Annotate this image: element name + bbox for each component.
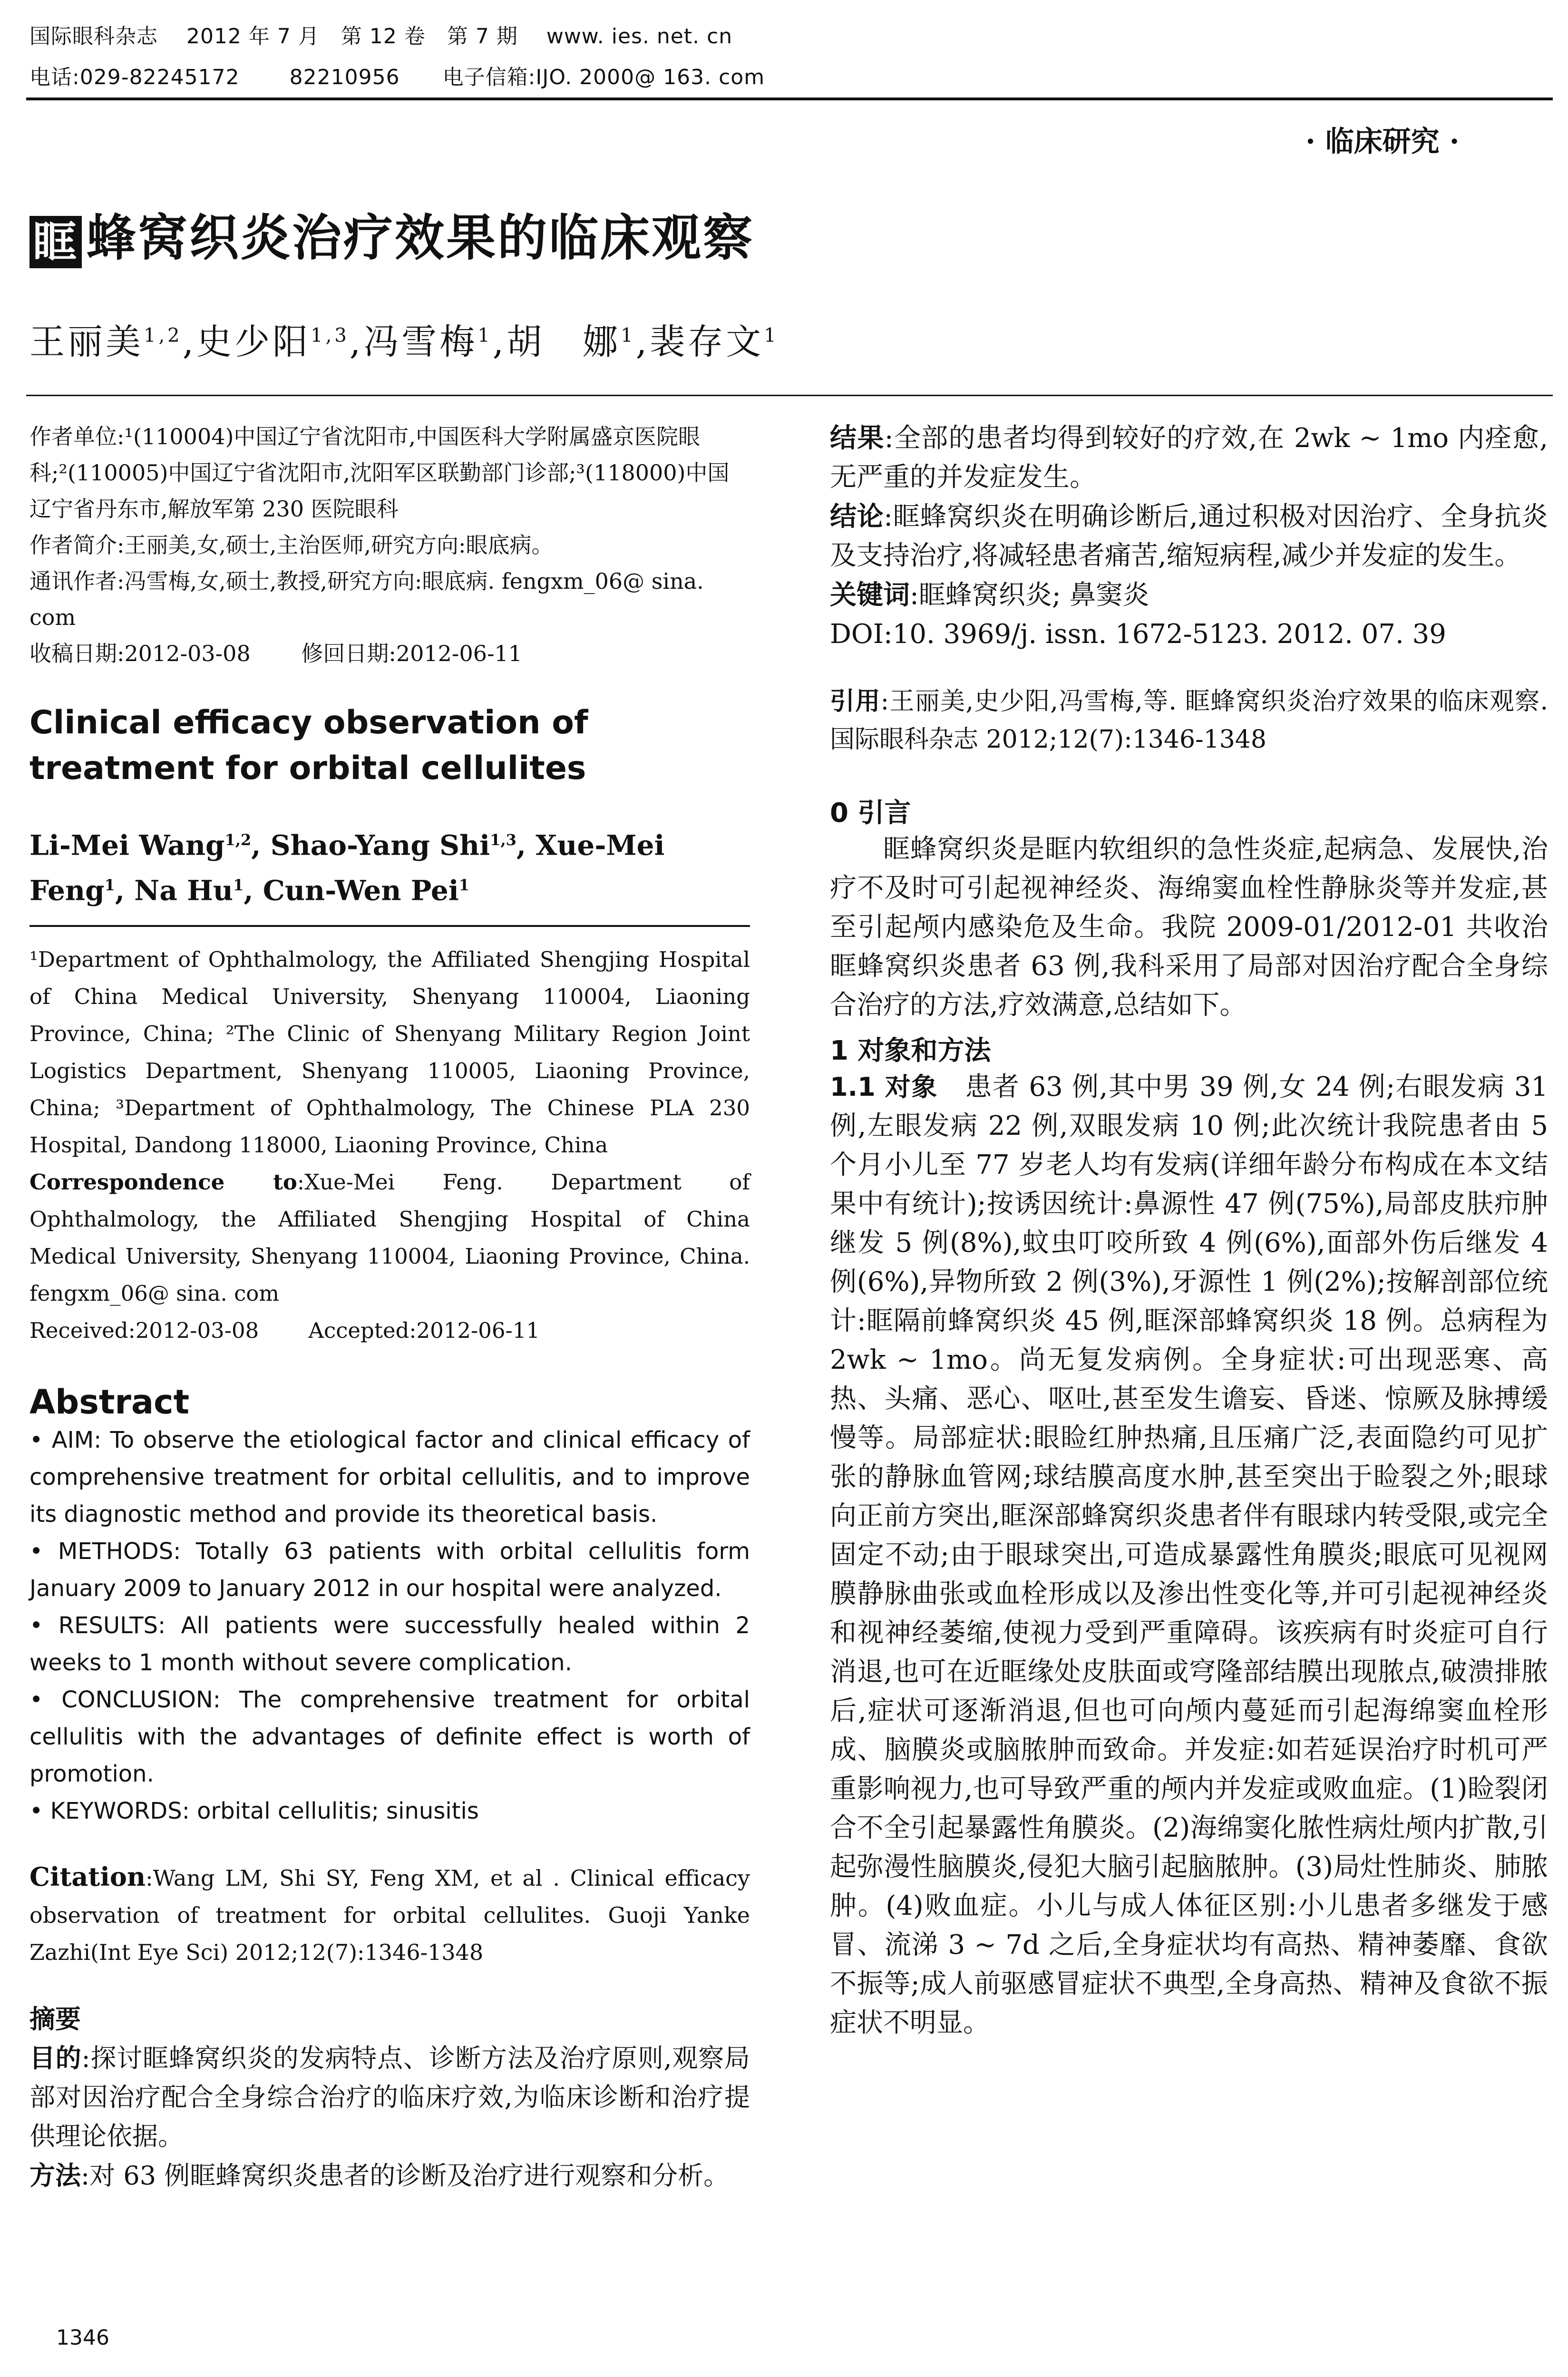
author-cn: 裴存文 [650, 321, 764, 362]
author-intro: 作者简介:王丽美,女,硕士,主治医师,研究方向:眼底病。 [29, 532, 554, 558]
author-en: Na Hu [134, 874, 234, 907]
section-1-1-text: 患者 63 例,其中男 39 例,女 24 例;右眼发病 31 例,左眼发病 22 例,双眼发病 10 例;此次统计我院患者由 5 个月小儿至 77 岁老人均有发病(详细年龄分布构成在本文结果中有统计);按诱因统计:鼻源性 47 例(75%),局部皮肤疖肿继发 5 例(8%),蚊虫叮咬所致 4 例(6%),面部外伤后继发 4 例(6%),异物所致 2 例(3%),牙源性 1 例(2%);按解剖部位统计:眶隔前蜂窝织炎 45 例,眶深部蜂窝织炎 18 例。总病程为 2wk ~ 1mo。尚无复发病例。全身症状:可出现恶寒、高热、头痛、恶心、呕吐,甚至发生谵妄、昏迷、惊厥及脉搏缓慢等。局部症状:眼睑红肿热痛,且压痛广泛,表面隐约可见扩张的静脉血管网;球结膜高度水肿,甚至突出于睑裂之外;眼球向正前方突出,眶深部蜂窝织炎患者伴有眼球内转受限,或完全固定不动;由于眼球突出,可造成暴露性角膜炎;眼底可见视网膜静脉曲张或血栓形成以及渗出性变化等,并可引起视神经炎和视神经萎缩,使视力受到严重障碍。该疾病有时炎症可自行消退,也可在近眶缘处皮肤面或穹隆部结膜出现脓点,破溃排脓后,症状可逐渐消退,但也可向颅内蔓延而引起海绵窦血栓形成、脑膜炎或脑脓肿而致命。并发症:如若延误治疗时机可严重影响视力,也可导致严重的颅内并发症或败血症。(1)睑裂闭合不全引起暴露性角膜炎。(2)海绵窦化脓性病灶颅内扩散,引起弥漫性脑膜炎,侵犯大脑引起脑脓肿。(3)局灶性肺炎、肺脓肿。(4)败血症。小儿与成人体征区别:小儿患者多继发于感冒、流涕 3 ~ 7d 之后,全身症状均有高热、精神萎靡、食欲不振等;成人前驱感冒症状不典型,全身高热、精神及食欲不振症状不明显。 [830, 1072, 1549, 2038]
section-1-1-label: 1.1 对象 [830, 1072, 938, 1102]
title-rule [26, 395, 1553, 396]
author-sup: 1 [104, 876, 115, 895]
cn-aim-text: :探讨眶蜂窝织炎的发病特点、诊断方法及治疗原则,观察局部对因治疗配合全身综合治疗的临床疗效,为临床诊断和治疗提供理论依据。 [29, 2043, 750, 2151]
abstract-body [29, 1422, 750, 1830]
author-sup: 1 [621, 324, 636, 347]
abstract-heading: Abstract [29, 1382, 190, 1422]
right-column [830, 419, 1548, 2043]
cn-results [830, 419, 1548, 497]
author-cn: 史少阳 [196, 321, 311, 362]
english-authors: Li-Mei Wang$^{1,2}$, Shao-Yang Shi$^{1,3}$, Xue-Mei Feng$^1$, Na Hu$^1$, Cun-Wen Pei$^1$ [29, 829, 665, 907]
title-text: 蜂窝织炎治疗效果的临床观察 [87, 208, 755, 267]
cn-aim-label: 目的 [29, 2042, 82, 2073]
page-number: 1346 [56, 2326, 109, 2350]
cn-conclusion-text: :眶蜂窝织炎在明确诊断后,通过积极对因治疗、全身抗炎及支持治疗,将减轻患者痛苦,缩短病程,减少并发症的发生。 [830, 501, 1549, 571]
author-en: Shao-Yang Shi [270, 829, 490, 862]
doi: DOI:10. 3969/j. issn. 1672-5123. 2012. 07. 39 [830, 619, 1446, 650]
author-sup: 1 [233, 876, 244, 895]
cn-abstract-aim [29, 2038, 750, 2156]
citation-text: :Wang LM, Shi SY, Feng XM, et al . Clinical efficacy observation of treatment for orbital cellulites. Guoji Yanke Zazhi(Int Eye Sci) 2012;12(7):1346-1348 [29, 1865, 750, 1965]
author-sup: 1,2 [224, 831, 252, 849]
author-en: Cun-Wen Pei [263, 874, 459, 907]
author-cn: 胡 娜 [506, 321, 621, 362]
paragraph: 眶蜂窝织炎是眶内软组织的急性炎症,起病急、发展快,治疗不及时可引起视神经炎、海绵窦血栓性静脉炎等并发症,甚至引起颅内感染危及生命。我院 2009-01/2012-01 共收治眶蜂窝织炎患者 63 例,我科采用了局部对因治疗配合全身综合治疗的方法,疗效满意,总结如下。 [830, 834, 1548, 1021]
abstract-results: • RESULTS: All patients were successfully healed within 2 weeks to 1 month without severe complication. [29, 1612, 750, 1676]
journal-header-line2: 电话:029-82245172 82210956 电子信箱:IJO. 2000@ 163. com [29, 65, 765, 89]
dates-cn: 收稿日期:2012-03-08 修回日期:2012-06-11 [29, 641, 523, 666]
cn-keywords-text: :眶蜂窝织炎; 鼻窦炎 [910, 580, 1149, 611]
author-sup: 1,3 [311, 324, 350, 347]
author-sup: 1 [764, 324, 779, 347]
abstract-conclusion: • CONCLUSION: The comprehensive treatment for orbital cellulitis with the advantages of definite effect is worth of promotion. [29, 1686, 750, 1787]
cn-results-label: 结果 [830, 422, 885, 454]
author-sup: 1 [477, 324, 493, 347]
english-affiliation: ¹Department of Ophthalmology, the Affiliated Shengjing Hospital of China Medical University, Shenyang 110004, Liaoning Province, China; ²The Clinic of Shenyang Military Region Joint Logistics Department, Shenyang 110005, Liaoning Province, China; ³Department of Ophthalmology, The Chinese PLA 230 Hospital, Dandong 118000, Liaoning Province, China [29, 946, 750, 1158]
journal-header-line1: 国际眼科杂志 2012 年 7 月 第 12 卷 第 7 期 www. ies. net. cn [29, 24, 733, 49]
paragraph [830, 1068, 1548, 2043]
cn-keywords [830, 575, 1548, 615]
abstract-keywords: • KEYWORDS: orbital cellulitis; sinusitis [29, 1797, 479, 1824]
cn-methods-label: 方法 [29, 2160, 81, 2191]
section-0-body [830, 830, 1548, 1025]
author-cn: 王丽美 [29, 321, 144, 362]
author-sup: 1 [458, 876, 470, 895]
abstract-methods: • METHODS: Totally 63 patients with orbital cellulitis form January 2009 to January 2012 in our hospital were analyzed. [29, 1538, 750, 1602]
cn-citation-text: :王丽美,史少阳,冯雪梅,等. 眶蜂窝织炎治疗效果的临床观察. 国际眼科杂志 2012;12(7):1346-1348 [830, 687, 1548, 754]
cn-conclusion [830, 497, 1548, 575]
citation-label: Citation [29, 1861, 146, 1892]
correspondence-label: Correspondence to [29, 1169, 297, 1195]
cn-citation-label: 引用 [830, 687, 881, 716]
authors-rule [29, 925, 750, 927]
english-title: Clinical efficacy observation of treatment for orbital cellulites [29, 704, 588, 787]
section-1-heading: 1 对象和方法 [830, 1035, 991, 1066]
author-en: Xue-Mei Feng [29, 829, 665, 907]
authors-cn: 王丽美$^{1,2}$,史少阳$^{1,3}$,冯雪梅$^1$,胡 娜$^1$,裴存文$^1$ [29, 321, 779, 362]
author-cn: 冯雪梅 [363, 321, 478, 362]
cn-abstract-body [29, 2038, 750, 2195]
author-sup: 1,2 [144, 324, 183, 347]
author-en: Li-Mei Wang [29, 829, 225, 862]
cn-methods-text: :对 63 例眶蜂窝织炎患者的诊断及治疗进行观察和分析。 [81, 2160, 730, 2191]
cn-keywords-label: 关键词 [830, 579, 910, 611]
cn-abstract-heading: 摘要 [29, 2003, 81, 2034]
section-1-1-body [830, 1068, 1548, 2043]
section-label: · 临床研究 · [1305, 125, 1460, 158]
header-rule [26, 97, 1553, 100]
cn-citation [830, 682, 1548, 759]
corresponding-author: 通讯作者:冯雪梅,女,硕士,教授,研究方向:眼底病. fengxm_06@ sina. com [29, 568, 704, 630]
abstract-aim: • AIM: To observe the etiological factor and clinical efficacy of comprehensive treatment for orbital cellulitis, and to improve its diagnostic method and provide its theoretical basis. [29, 1426, 750, 1528]
cn-abstract-methods [29, 2156, 750, 2195]
author-sup: 1,3 [490, 831, 516, 849]
received-accepted: Received:2012-03-08 Accepted:2012-06-11 [29, 1317, 540, 1343]
citation [29, 1858, 750, 1971]
article-title [29, 209, 754, 268]
correspondence-text: :Xue-Mei Feng. Department of Ophthalmology, the Affiliated Shengjing Hospital of China Medical University, Shenyang 110004, Liaoning Province, China. fengxm_06@ sina. com [29, 1169, 750, 1306]
author-units: 作者单位:¹(110004)中国辽宁省沈阳市,中国医科大学附属盛京医院眼科;²(110005)中国辽宁省沈阳市,沈阳军区联勤部门诊部;³(118000)中国辽宁省丹东市,解放军第 230 医院眼科 [29, 424, 730, 522]
title-boxed-char: 眶 [29, 216, 82, 268]
left-column [29, 419, 750, 2195]
correspondence [29, 1164, 750, 1312]
section-0-heading: 0 引言 [830, 798, 911, 828]
cn-results-text: :全部的患者均得到较好的疗效,在 2wk ~ 1mo 内痊愈,无严重的并发症发生。 [830, 423, 1548, 493]
cn-conclusion-label: 结论 [830, 501, 884, 532]
